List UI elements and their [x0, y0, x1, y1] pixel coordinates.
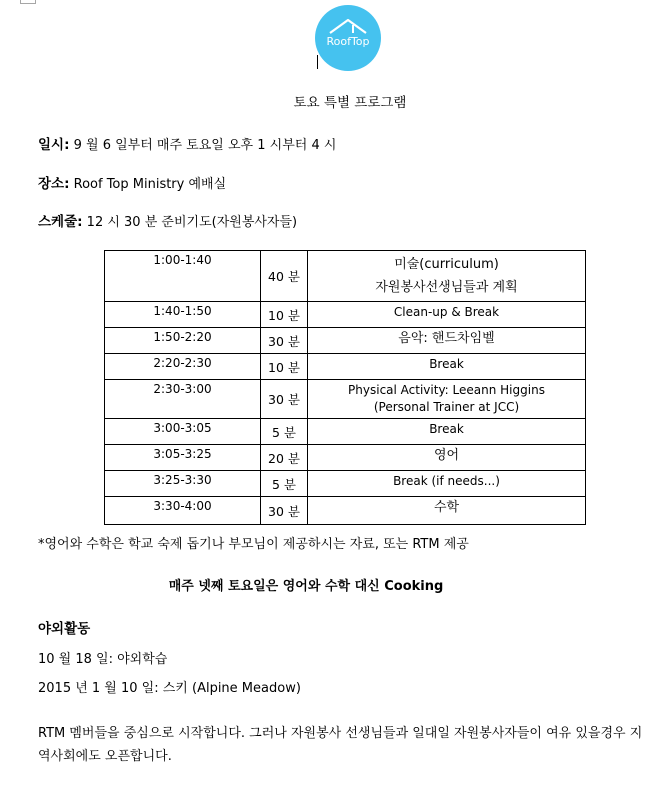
page-corner-mark — [20, 0, 36, 4]
time-cell: 1:50-2:20 — [105, 328, 261, 354]
time-cell: 3:30-4:00 — [105, 497, 261, 525]
rooftop-logo-icon — [313, 3, 383, 73]
time-cell: 1:40-1:50 — [105, 302, 261, 328]
page-title: 토요 특별 프로그램 — [293, 95, 407, 111]
activity-line: 음악: 핸드차임벨 — [398, 331, 495, 346]
cooking-notice: 매주 넷째 토요일은 영어와 수학 대신 Cooking — [168, 579, 444, 594]
activity-line: Clean-up & Break — [393, 305, 500, 319]
activity-line: Break — [429, 357, 464, 371]
table-row — [105, 354, 586, 380]
outdoor-item: 2015 년 1 월 10 일: 스키 (Alpine Meadow) — [38, 681, 301, 696]
activity-line: 수학 — [433, 500, 460, 515]
activity-cell — [308, 302, 586, 328]
table-row — [105, 471, 586, 497]
minutes-cell: 20 분 — [261, 445, 308, 471]
schedule-table — [104, 250, 586, 525]
minutes-cell: 30 분 — [261, 497, 308, 525]
table-row — [105, 419, 586, 445]
activity-line: Break (if needs...) — [393, 474, 500, 488]
time-cell: 3:05-3:25 — [105, 445, 261, 471]
date-label: 일시: — [38, 137, 70, 153]
text-cursor — [317, 55, 318, 69]
rooftop-logo — [313, 3, 383, 73]
minutes-cell: 10 분 — [261, 302, 308, 328]
schedule-line — [38, 210, 297, 230]
activity-cell — [308, 497, 586, 525]
time-cell: 3:00-3:05 — [105, 419, 261, 445]
activity-line: Physical Activity: Leeann Higgins — [348, 383, 545, 397]
minutes-cell: 10 분 — [261, 354, 308, 380]
date-value: 9 월 6 일부터 매주 토요일 오후 1 시부터 4 시 — [73, 138, 337, 153]
activity-cell — [308, 328, 586, 354]
activity-cell — [308, 354, 586, 380]
activity-cell — [308, 251, 586, 302]
minutes-cell: 5 분 — [261, 419, 308, 445]
activity-cell — [308, 419, 586, 445]
place-value: Roof Top Ministry 예배실 — [73, 177, 227, 192]
table-row — [105, 302, 586, 328]
place-line — [38, 172, 226, 192]
time-cell: 2:30-3:00 — [105, 380, 261, 419]
activity-cell — [308, 471, 586, 497]
outdoor-item: 10 월 18 일: 야외학습 — [38, 652, 168, 667]
time-cell: 3:25-3:30 — [105, 471, 261, 497]
activity-line: 미술(curriculum) — [394, 257, 499, 272]
svg-text:RoofTop: RoofTop — [326, 35, 370, 48]
place-label: 장소: — [38, 176, 70, 192]
schedule-value: 12 시 30 분 준비기도(자원봉사자들) — [86, 215, 298, 230]
minutes-cell: 40 분 — [261, 251, 308, 302]
table-row — [105, 328, 586, 354]
activity-line: 영어 — [433, 448, 460, 463]
activity-line: (Personal Trainer at JCC) — [373, 400, 520, 414]
table-row — [105, 380, 586, 419]
table-row — [105, 497, 586, 525]
outdoor-heading-text: 야외활동 — [38, 621, 91, 637]
minutes-cell: 5 분 — [261, 471, 308, 497]
table-note: *영어와 수학은 학교 숙제 돕기나 부모님이 제공하시는 자료, 또는 RTM 제공 — [38, 537, 469, 552]
date-line — [38, 133, 336, 153]
time-cell: 1:00-1:40 — [105, 251, 261, 302]
activity-cell — [308, 380, 586, 419]
table-row — [105, 445, 586, 471]
closing-paragraph: RTM 멤버들을 중심으로 시작합니다. 그러나 자원봉사 선생님들과 일대일 자원봉사자들이 여유 있을경우 지역사회에도 오픈합니다. — [38, 726, 643, 764]
outdoor-heading — [38, 617, 90, 637]
minutes-cell: 30 분 — [261, 380, 308, 419]
time-cell: 2:20-2:30 — [105, 354, 261, 380]
schedule-label: 스케줄: — [38, 214, 83, 230]
activity-line: Break — [429, 422, 464, 436]
activity-line: 자원봉사선생님들과 계획 — [375, 280, 518, 295]
activity-cell — [308, 445, 586, 471]
table-row — [105, 251, 586, 302]
minutes-cell: 30 분 — [261, 328, 308, 354]
